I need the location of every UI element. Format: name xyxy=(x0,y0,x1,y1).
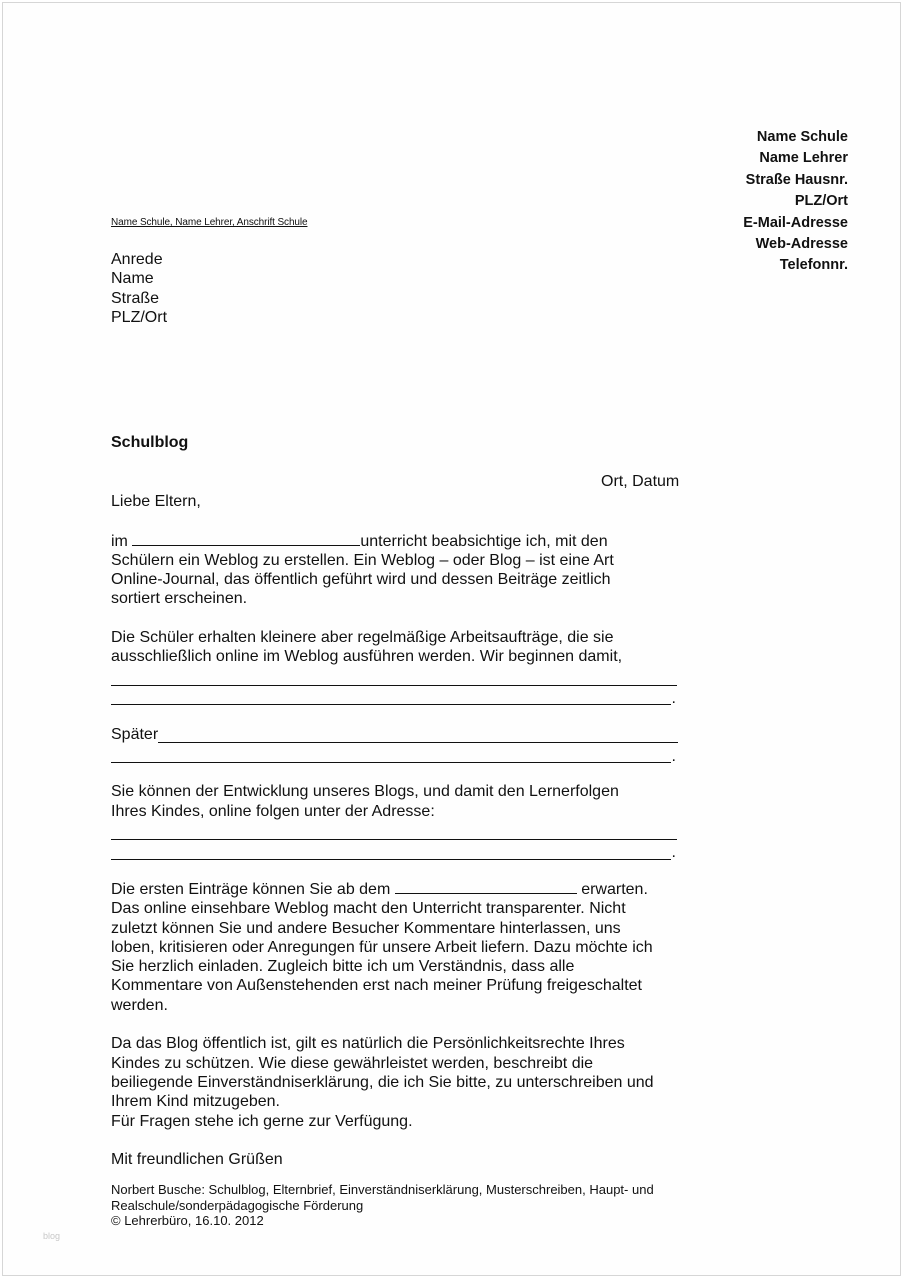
fill-in-line xyxy=(111,686,671,705)
recipient-street: Straße xyxy=(111,289,160,307)
fill-in-line xyxy=(111,667,677,686)
paragraph-intro-line: Online-Journal, das öffentlich geführt wird und dessen Beiträge zeitlich xyxy=(111,571,611,589)
fill-in-line xyxy=(111,744,671,763)
footer-line: © Lehrerbüro, 16.10. 2012 xyxy=(111,1213,264,1228)
paragraph-entries-lead: Die ersten Einträge können Sie ab dem xyxy=(111,880,391,898)
recipient-name: Name xyxy=(111,270,154,288)
letter-page xyxy=(2,2,901,1276)
place-date: Ort, Datum xyxy=(601,473,680,490)
paragraph-entries xyxy=(111,879,691,899)
date-blank xyxy=(395,879,577,894)
paragraph-address-line: Ihres Kindes, online folgen unter der Adresse: xyxy=(111,802,435,820)
salutation: Liebe Eltern, xyxy=(111,493,201,510)
paragraph-intro-line: Schülern ein Weblog zu erstellen. Ein Weblog – oder Blog – ist eine Art xyxy=(111,551,614,569)
paragraph-tasks-line: Die Schüler erhalten kleinere aber regelmäßige Arbeitsaufträge, die sie xyxy=(111,629,614,647)
paragraph-privacy-line: Da das Blog öffentlich ist, gilt es natürlich die Persönlichkeitsrechte Ihres xyxy=(111,1035,625,1053)
paragraph-entries-trail: erwarten. xyxy=(581,880,648,898)
paragraph-intro xyxy=(111,531,691,551)
paragraph-privacy-line: Kindes zu schützen. Wie diese gewährleistet werden, beschreibt die xyxy=(111,1054,594,1072)
subject-blank xyxy=(132,531,360,546)
recipient-address-block xyxy=(111,250,167,327)
paragraph-entries-line: Das online einsehbare Weblog macht den Unterricht transparenter. Nicht xyxy=(111,900,626,918)
paragraph-entries-line: Sie herzlich einladen. Zugleich bitte ich um Verständnis, dass alle xyxy=(111,958,575,976)
sender-web: Web-Adresse xyxy=(755,236,848,253)
recipient-salutation: Anrede xyxy=(111,251,163,268)
sender-address-block xyxy=(743,127,848,277)
paragraph-intro-rest: unterricht beabsichtige ich, mit den xyxy=(360,532,608,550)
paragraph-intro-lead: im xyxy=(111,532,128,550)
closing: Mit freundlichen Grüßen xyxy=(111,1151,283,1169)
letter-subject: Schulblog xyxy=(111,434,189,451)
sender-street: Straße Hausnr. xyxy=(745,171,848,188)
paragraph-entries-line: Kommentare von Außenstehenden erst nach meiner Prüfung freigeschaltet xyxy=(111,977,642,995)
paragraph-tasks-line: ausschließlich online im Weblog ausführen werden. Wir beginnen damit, xyxy=(111,648,623,666)
sender-email: E-Mail-Adresse xyxy=(743,214,848,231)
paragraph-later-lead: Später xyxy=(111,725,159,743)
paragraph-entries-line: werden. xyxy=(111,996,168,1014)
letter-body xyxy=(111,492,691,1169)
fill-in-line xyxy=(158,725,678,743)
sender-school-name: Name Schule xyxy=(756,129,848,145)
fill-in-line xyxy=(111,840,671,859)
watermark: blog xyxy=(43,1231,61,1241)
footer-note xyxy=(111,1182,654,1229)
sender-city: PLZ/Ort xyxy=(794,193,848,210)
fill-in-line xyxy=(111,821,677,840)
sender-teacher-name: Name Lehrer xyxy=(759,150,848,167)
footer-line: Realschule/sonderpädagogische Förderung xyxy=(111,1197,364,1213)
paragraph-intro-line: sortiert erscheinen. xyxy=(111,590,248,608)
paragraph-entries-line: loben, kritisieren oder Anregungen für unsere Arbeit liefern. Dazu möchte ich xyxy=(111,938,653,956)
recipient-city: PLZ/Ort xyxy=(111,308,168,326)
paragraph-privacy-line: beiliegende Einverständniserklärung, die ich Sie bitte, zu unterschreiben und xyxy=(111,1073,654,1091)
paragraph-privacy-line: Für Fragen stehe ich gerne zur Verfügung. xyxy=(111,1112,413,1130)
footer-line: Norbert Busche: Schulblog, Elternbrief, Einverständniserklärung, Musterschreiben, Haupt- und xyxy=(111,1182,654,1197)
paragraph-entries-line: zuletzt können Sie und andere Besucher Kommentare hinterlassen, uns xyxy=(111,919,621,937)
paragraph-later xyxy=(111,725,691,744)
paragraph-privacy-line: Ihrem Kind mitzugeben. xyxy=(111,1093,280,1111)
paragraph-address-line: Sie können der Entwicklung unseres Blogs, und damit den Lernerfolgen xyxy=(111,783,619,801)
sender-phone: Telefonnr. xyxy=(779,257,848,274)
return-address-line: Name Schule, Name Lehrer, Anschrift Schule xyxy=(111,217,308,228)
